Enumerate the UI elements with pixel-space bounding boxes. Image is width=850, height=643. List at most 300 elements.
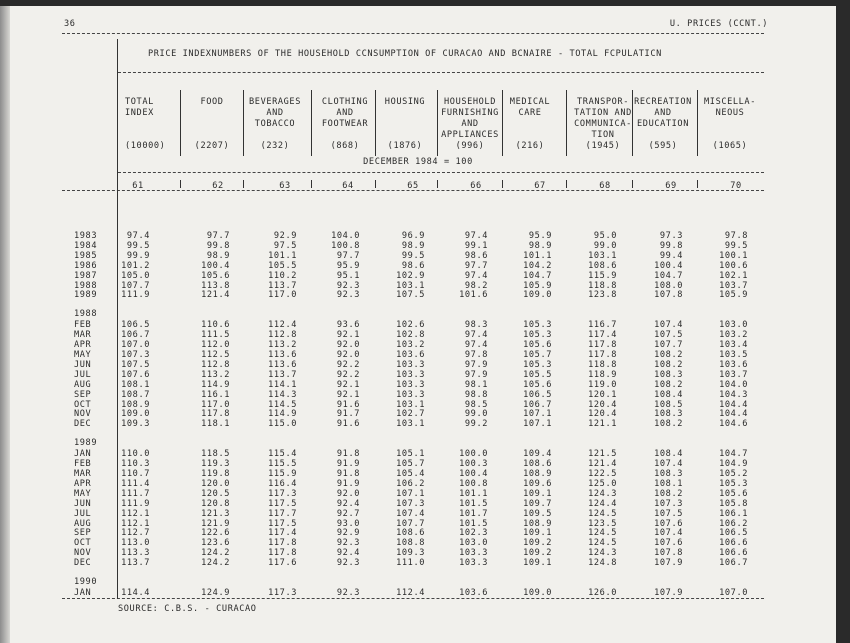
table-cell: 104.0: [719, 379, 748, 390]
column-weight: (1945): [585, 141, 621, 151]
column-weight: (996): [455, 141, 485, 151]
table-cell: 101.1: [459, 488, 488, 499]
table-cell: 117.8: [268, 548, 297, 559]
table-cell: 92.3: [336, 588, 360, 598]
table-cell: 99.2: [464, 419, 488, 430]
table-cell: 105.7: [523, 350, 552, 360]
row-label: MAR: [74, 469, 92, 479]
table-cell: 124.4: [588, 498, 617, 509]
column-header-line: MISCELLA-: [704, 97, 756, 107]
table-cell: 100.4: [654, 260, 683, 271]
table-cell: 115.9: [588, 270, 617, 281]
table-cell: 107.7: [121, 280, 150, 291]
column-header-line: CLOTHING: [321, 97, 369, 107]
table-cell: 106.7: [719, 558, 748, 569]
column-number: 61: [132, 181, 144, 191]
table-cell: 91.6: [336, 419, 360, 430]
table-cell: 101.2: [121, 260, 150, 271]
table-cell: 92.9: [336, 528, 360, 539]
table-cell: 115.0: [268, 419, 297, 430]
column-number: 62: [212, 181, 224, 191]
table-cell: 120.0: [201, 478, 230, 489]
column-header-line: AND: [654, 108, 672, 118]
table-cell: 100.8: [331, 240, 360, 251]
table-cell: 123.5: [588, 518, 617, 529]
column-header-line: HOUSEHOLD: [444, 97, 496, 107]
table-cell: 121.4: [588, 459, 617, 470]
table-cell: 91.6: [336, 399, 360, 410]
document-page: [0, 6, 836, 643]
column-header-line: APPLIANCES: [441, 130, 499, 140]
table-cell: 106.7: [121, 330, 150, 341]
column-separator: [117, 39, 118, 599]
column-number: 70: [730, 181, 742, 191]
column-weight: (868): [330, 141, 360, 151]
row-label: OCT: [74, 538, 92, 549]
column-header-line: FURNISHING: [441, 108, 499, 118]
row-label: 1986: [74, 260, 98, 271]
table-cell: 103.6: [459, 588, 488, 598]
group-heading-year: 1990: [74, 577, 98, 587]
column-separator: [180, 90, 181, 156]
table-cell: 92.7: [336, 508, 360, 519]
table-cell: 104.2: [523, 260, 552, 271]
row-label: FEB: [74, 459, 92, 470]
table-cell: 105.7: [396, 459, 425, 470]
table-cell: 116.7: [588, 320, 617, 331]
row-label: DEC: [74, 558, 92, 569]
table-cell: 100.3: [459, 459, 488, 470]
table-cell: 120.8: [201, 498, 230, 509]
table-cell: 107.3: [121, 350, 150, 360]
table-cell: 113.0: [121, 538, 150, 549]
table-cell: 121.5: [588, 449, 617, 460]
table-cell: 102.1: [719, 270, 748, 281]
column-separator: [632, 90, 633, 156]
table-cell: 92.1: [336, 379, 360, 390]
table-cell: 103.0: [719, 320, 748, 331]
table-cell: 113.3: [121, 548, 150, 559]
table-cell: 91.8: [336, 469, 360, 479]
table-cell: 107.4: [396, 508, 425, 519]
table-cell: 124.3: [588, 488, 617, 499]
table-cell: 118.5: [201, 449, 230, 460]
table-cell: 117.8: [588, 340, 617, 351]
table-cell: 117.0: [201, 399, 230, 410]
table-cell: 109.6: [523, 478, 552, 489]
column-weight: (2207): [194, 141, 230, 151]
table-cell: 126.0: [588, 588, 617, 598]
table-cell: 121.4: [201, 290, 230, 301]
table-cell: 114.9: [201, 379, 230, 390]
table-cell: 117.8: [268, 538, 297, 549]
table-cell: 103.2: [396, 340, 425, 351]
table-cell: 115.4: [268, 449, 297, 460]
table-cell: 117.3: [268, 488, 297, 499]
table-cell: 106.2: [719, 518, 748, 529]
table-cell: 111.5: [201, 330, 230, 341]
table-cell: 120.4: [588, 399, 617, 410]
table-cell: 119.8: [201, 469, 230, 479]
table-cell: 117.6: [268, 558, 297, 569]
table-cell: 117.8: [201, 409, 230, 420]
column-weight: (595): [648, 141, 678, 151]
table-cell: 109.1: [523, 528, 552, 539]
table-cell: 124.9: [201, 588, 230, 598]
column-number: 66: [470, 181, 482, 191]
table-cell: 91.9: [336, 459, 360, 470]
column-header-line: AND: [336, 108, 354, 118]
table-cell: 93.6: [336, 320, 360, 331]
table-cell: 114.1: [268, 379, 297, 390]
table-cell: 107.1: [523, 409, 552, 420]
table-cell: 106.6: [719, 538, 748, 549]
table-cell: 108.3: [654, 409, 683, 420]
table-cell: 99.9: [126, 250, 150, 261]
table-cell: 109.1: [523, 488, 552, 499]
table-cell: 108.3: [654, 469, 683, 479]
row-label: OCT: [74, 399, 92, 410]
table-cell: 105.3: [523, 320, 552, 331]
table-cell: 112.4: [396, 588, 425, 598]
table-cell: 104.6: [719, 419, 748, 430]
table-cell: 109.0: [121, 409, 150, 420]
table-cell: 95.9: [528, 231, 552, 241]
row-label: SEP: [74, 528, 92, 539]
table-cell: 102.9: [396, 270, 425, 281]
table-cell: 109.2: [523, 538, 552, 549]
group-heading-year: 1988: [74, 309, 98, 320]
base-note: DECEMBER 1984 = 100: [363, 157, 473, 167]
table-cell: 99.0: [464, 409, 488, 420]
table-cell: 110.2: [268, 270, 297, 281]
table-cell: 92.1: [336, 389, 360, 400]
table-cell: 97.7: [206, 231, 230, 241]
row-label: AUG: [74, 379, 92, 390]
table-cell: 108.4: [654, 389, 683, 400]
table-cell: 110.0: [121, 449, 150, 460]
row-label: APR: [74, 478, 92, 489]
row-label: JUL: [74, 508, 92, 519]
column-header-line: FOOD: [200, 97, 224, 107]
table-cell: 92.3: [336, 558, 360, 569]
table-cell: 125.0: [588, 478, 617, 489]
table-cell: 107.4: [654, 320, 683, 331]
table-cell: 92.0: [336, 340, 360, 351]
table-cell: 116.1: [201, 389, 230, 400]
table-cell: 103.1: [396, 419, 425, 430]
column-number: 64: [342, 181, 354, 191]
divider: [118, 72, 764, 73]
table-cell: 113.2: [201, 369, 230, 380]
table-cell: 108.9: [523, 469, 552, 479]
table-cell: 118.1: [201, 419, 230, 430]
table-cell: 105.6: [523, 340, 552, 351]
table-cell: 97.8: [724, 231, 748, 241]
table-cell: 105.6: [201, 270, 230, 281]
table-cell: 113.6: [268, 350, 297, 360]
table-cell: 107.0: [719, 588, 748, 598]
column-weight: (1065): [712, 141, 748, 151]
table-cell: 107.5: [121, 359, 150, 370]
table-cell: 112.4: [268, 320, 297, 331]
table-cell: 112.0: [201, 340, 230, 351]
row-label: 1985: [74, 250, 98, 261]
column-weight: (216): [515, 141, 545, 151]
table-cell: 107.5: [396, 290, 425, 301]
group-heading-year: 1989: [74, 438, 98, 449]
table-cell: 114.4: [121, 588, 150, 598]
table-cell: 106.2: [396, 478, 425, 489]
table-cell: 114.5: [268, 399, 297, 410]
table-cell: 110.6: [201, 320, 230, 331]
column-separator: [502, 90, 503, 156]
table-cell: 120.5: [201, 488, 230, 499]
table-cell: 106.6: [719, 548, 748, 559]
table-cell: 119.0: [588, 379, 617, 390]
table-cell: 99.8: [206, 240, 230, 251]
table-cell: 104.9: [719, 459, 748, 470]
table-cell: 107.3: [654, 498, 683, 509]
column-separator: [697, 90, 698, 156]
column-header-line: RECREATION: [634, 97, 692, 107]
table-cell: 91.9: [336, 478, 360, 489]
column-header-line: TRANSPOR-: [577, 97, 629, 107]
table-cell: 122.5: [588, 469, 617, 479]
table-cell: 101.7: [459, 508, 488, 519]
row-label: 1987: [74, 270, 98, 281]
row-label: SEP: [74, 389, 92, 400]
table-cell: 122.6: [201, 528, 230, 539]
table-cell: 114.3: [268, 389, 297, 400]
column-header-line: CARE: [518, 108, 542, 118]
table-cell: 97.5: [273, 240, 297, 251]
table-cell: 95.9: [336, 260, 360, 271]
table-cell: 107.6: [654, 538, 683, 549]
row-label: 1988: [74, 280, 98, 291]
table-cell: 103.3: [396, 379, 425, 390]
table-cell: 113.2: [268, 340, 297, 351]
table-cell: 107.6: [121, 369, 150, 380]
row-label: JAN: [74, 588, 92, 598]
table-cell: 105.3: [719, 478, 748, 489]
table-cell: 105.9: [523, 280, 552, 291]
table-cell: 112.1: [121, 518, 150, 529]
table-cell: 105.9: [719, 290, 748, 301]
column-number: 63: [279, 181, 291, 191]
table-cell: 100.1: [719, 250, 748, 261]
row-label: 1983: [74, 231, 98, 241]
column-separator: [180, 180, 181, 188]
table-cell: 124.2: [201, 558, 230, 569]
table-cell: 113.7: [268, 280, 297, 291]
table-cell: 124.2: [201, 548, 230, 559]
table-cell: 103.0: [459, 538, 488, 549]
table-cell: 116.4: [268, 478, 297, 489]
table-cell: 106.5: [719, 528, 748, 539]
table-cell: 101.6: [459, 290, 488, 301]
table-cell: 100.4: [459, 469, 488, 479]
row-label: JUN: [74, 498, 92, 509]
table-cell: 104.4: [719, 399, 748, 410]
table-cell: 104.7: [719, 449, 748, 460]
table-cell: 106.7: [523, 399, 552, 410]
table-cell: 114.9: [268, 409, 297, 420]
table-cell: 108.2: [654, 359, 683, 370]
table-cell: 105.8: [719, 498, 748, 509]
table-cell: 121.3: [201, 508, 230, 519]
page-binding-shadow: [0, 6, 10, 643]
table-cell: 92.1: [336, 330, 360, 341]
table-cell: 107.1: [523, 419, 552, 430]
table-cell: 124.3: [588, 548, 617, 559]
table-cell: 105.3: [523, 330, 552, 341]
column-header-line: BEVERAGES: [249, 97, 301, 107]
table-cell: 124.8: [588, 558, 617, 569]
table-cell: 124.5: [588, 528, 617, 539]
table-cell: 111.7: [121, 488, 150, 499]
table-cell: 105.1: [396, 449, 425, 460]
table-cell: 99.0: [593, 240, 617, 251]
table-cell: 102.8: [396, 330, 425, 341]
column-separator: [243, 90, 244, 156]
table-cell: 101.5: [459, 518, 488, 529]
table-cell: 104.0: [331, 231, 360, 241]
table-cell: 108.8: [396, 538, 425, 549]
table-cell: 98.6: [401, 260, 425, 271]
table-cell: 98.1: [464, 379, 488, 390]
table-cell: 108.2: [654, 488, 683, 499]
table-cell: 118.8: [588, 280, 617, 291]
column-separator: [311, 90, 312, 156]
column-header-line: EDUCATION: [637, 119, 689, 129]
table-cell: 96.9: [401, 231, 425, 241]
table-cell: 104.7: [654, 270, 683, 281]
table-cell: 92.0: [336, 350, 360, 360]
table-cell: 103.3: [459, 558, 488, 569]
column-number: 69: [665, 181, 677, 191]
table-cell: 108.9: [523, 518, 552, 529]
column-separator: [243, 180, 244, 188]
table-cell: 97.4: [464, 231, 488, 241]
table-cell: 105.2: [719, 469, 748, 479]
divider: [62, 598, 764, 599]
table-cell: 92.2: [336, 369, 360, 380]
table-cell: 100.0: [459, 449, 488, 460]
table-cell: 103.1: [588, 250, 617, 261]
table-cell: 121.9: [201, 518, 230, 529]
table-cell: 107.5: [654, 330, 683, 341]
table-cell: 105.3: [523, 359, 552, 370]
table-cell: 95.0: [593, 231, 617, 241]
table-cell: 97.9: [464, 369, 488, 380]
table-cell: 118.9: [588, 369, 617, 380]
table-cell: 105.0: [121, 270, 150, 281]
table-cell: 92.3: [336, 538, 360, 549]
table-cell: 99.4: [659, 250, 683, 261]
table-cell: 107.9: [654, 588, 683, 598]
column-header-line: AND: [266, 108, 284, 118]
table-cell: 99.5: [126, 240, 150, 251]
table-cell: 121.1: [588, 419, 617, 430]
table-cell: 120.4: [588, 409, 617, 420]
table-cell: 98.8: [464, 389, 488, 400]
column-separator: [566, 90, 567, 156]
column-separator: [502, 180, 503, 188]
table-cell: 103.3: [396, 389, 425, 400]
table-cell: 101.1: [523, 250, 552, 261]
row-label: MAY: [74, 350, 92, 360]
row-label: NOV: [74, 409, 92, 420]
table-cell: 103.6: [719, 359, 748, 370]
table-cell: 100.8: [459, 478, 488, 489]
table-cell: 108.6: [523, 459, 552, 470]
table-cell: 108.2: [654, 419, 683, 430]
table-cell: 92.2: [336, 359, 360, 370]
table-cell: 103.3: [459, 548, 488, 559]
table-cell: 105.5: [523, 369, 552, 380]
table-title: PRICE INDEXNUMBERS OF THE HOUSEHOLD CCNSUMPTION OF CURACAO AND BCNAIRE - TOTAL FCPULATICN: [148, 49, 662, 59]
table-cell: 113.7: [121, 558, 150, 569]
column-header-line: TION: [591, 130, 615, 140]
column-number: 68: [599, 181, 611, 191]
table-cell: 104.3: [719, 389, 748, 400]
table-cell: 107.7: [654, 340, 683, 351]
column-separator: [566, 180, 567, 188]
table-cell: 97.3: [659, 231, 683, 241]
table-cell: 120.1: [588, 389, 617, 400]
table-cell: 92.4: [336, 548, 360, 559]
row-label: NOV: [74, 548, 92, 559]
table-cell: 117.4: [588, 330, 617, 341]
table-cell: 105.4: [396, 469, 425, 479]
row-label: JUN: [74, 359, 92, 370]
table-cell: 117.5: [268, 518, 297, 529]
table-cell: 107.7: [396, 518, 425, 529]
table-cell: 106.5: [523, 389, 552, 400]
table-cell: 107.8: [654, 548, 683, 559]
column-separator: [437, 90, 438, 156]
table-cell: 111.0: [396, 558, 425, 569]
column-weight: (10000): [125, 141, 166, 151]
table-cell: 108.3: [654, 369, 683, 380]
table-cell: 117.0: [268, 290, 297, 301]
table-cell: 103.4: [719, 340, 748, 351]
table-cell: 108.6: [396, 528, 425, 539]
table-cell: 106.1: [719, 508, 748, 519]
table-cell: 117.7: [268, 508, 297, 519]
table-cell: 103.1: [396, 399, 425, 410]
table-cell: 103.1: [396, 280, 425, 291]
table-cell: 101.1: [268, 250, 297, 261]
table-cell: 97.4: [464, 340, 488, 351]
table-cell: 98.3: [464, 320, 488, 331]
column-separator: [375, 180, 376, 188]
column-header-line: TOTAL: [125, 97, 154, 107]
table-cell: 111.9: [121, 290, 150, 301]
table-cell: 98.9: [401, 240, 425, 251]
table-cell: 117.4: [268, 528, 297, 539]
column-header-line: TATION AND: [574, 108, 632, 118]
table-cell: 102.6: [396, 320, 425, 331]
column-header-line: MEDICAL: [509, 97, 551, 107]
table-cell: 108.5: [654, 399, 683, 410]
table-cell: 112.1: [121, 508, 150, 519]
table-cell: 123.6: [201, 538, 230, 549]
table-cell: 117.8: [588, 350, 617, 360]
table-cell: 109.3: [121, 419, 150, 430]
table-cell: 99.8: [659, 240, 683, 251]
